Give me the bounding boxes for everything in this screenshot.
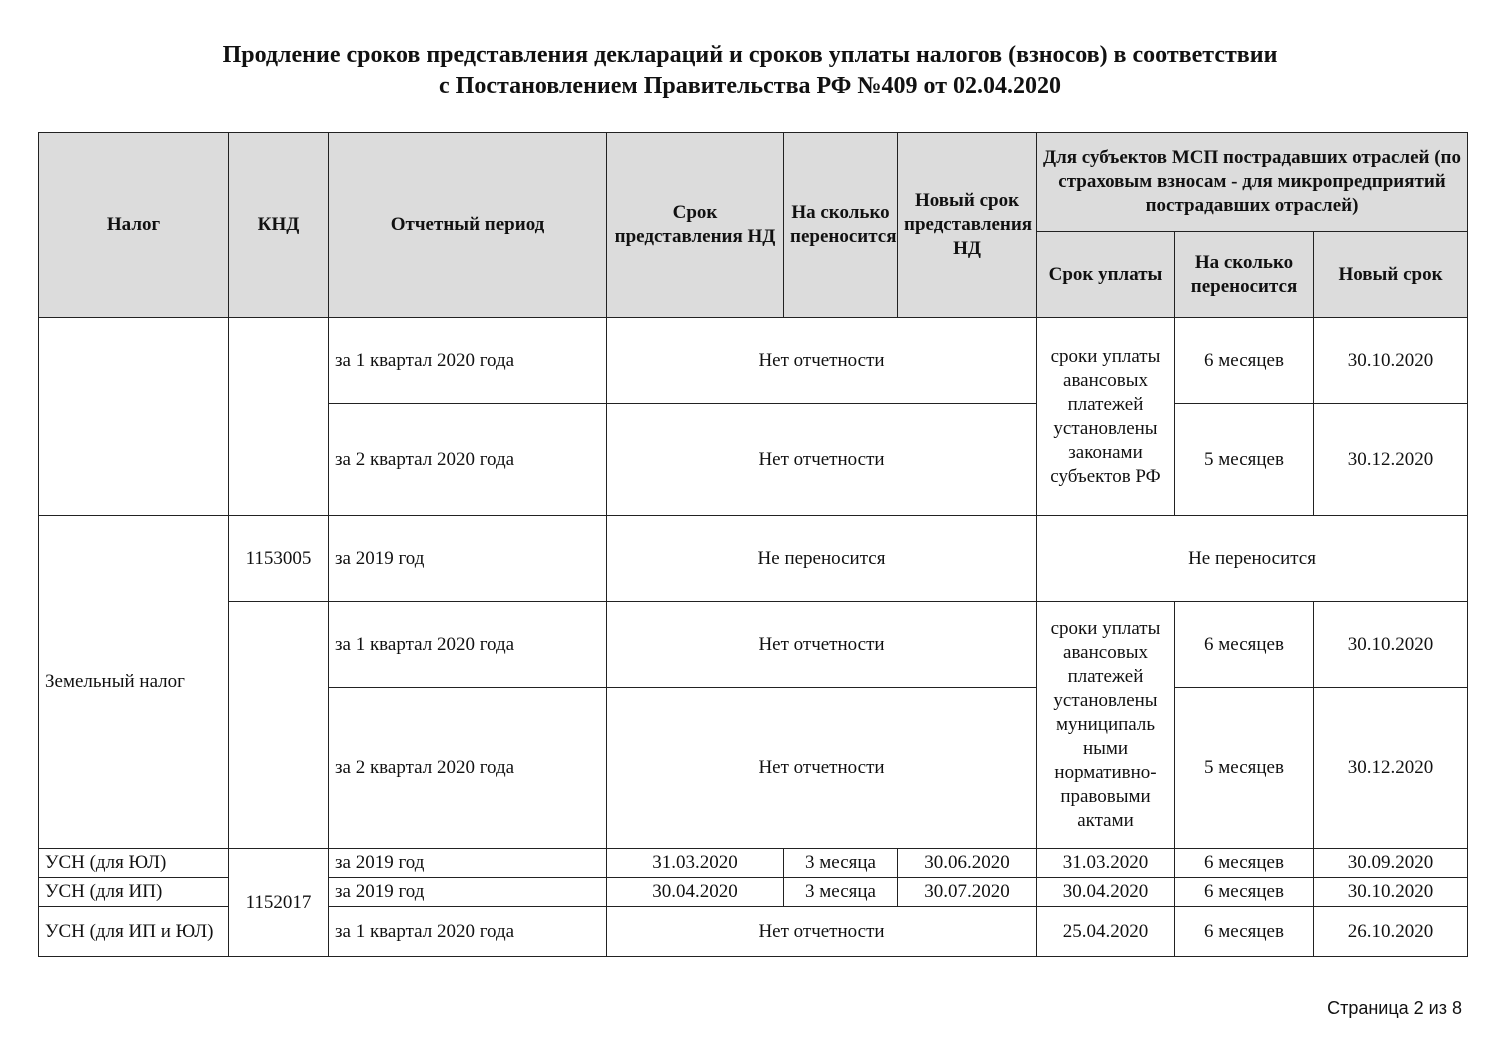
header-new-nd-deadline: Новый срок представления НД [898, 133, 1037, 318]
header-new-deadline: Новый срок [1314, 232, 1468, 318]
postpone-cell: 6 месяцев [1175, 907, 1314, 957]
pay-deadline-cell: 25.04.2020 [1037, 907, 1175, 957]
tax-deadlines-table [38, 132, 1468, 957]
postpone-by-cell: 3 месяца [784, 849, 898, 878]
new-deadline-cell: 30.10.2020 [1314, 318, 1468, 404]
knd-cell: 1153005 [229, 516, 329, 602]
postpone-cell: 6 месяцев [1175, 602, 1314, 688]
header-msp-group: Для субъектов МСП пострадавших отраслей (по страховым взносам - для микропредприятий пострадавших отраслей) [1037, 133, 1468, 232]
postpone-cell: 5 месяцев [1175, 688, 1314, 849]
postpone-cell: 6 месяцев [1175, 878, 1314, 907]
new-deadline-cell: 30.12.2020 [1314, 688, 1468, 849]
nd-cell: Нет отчетности [607, 318, 1037, 404]
nd-deadline-cell: 30.04.2020 [607, 878, 784, 907]
pay-note-cell: сроки уплаты авансовых платежей установлены муниципаль ными нормативно-правовыми актами [1037, 602, 1175, 849]
tax-cell: УСН (для ЮЛ) [39, 849, 229, 878]
new-deadline-cell: 30.09.2020 [1314, 849, 1468, 878]
new-deadline-cell: 30.10.2020 [1314, 602, 1468, 688]
tax-cell: УСН (для ИП) [39, 878, 229, 907]
tax-cell: Земельный налог [39, 516, 229, 849]
knd-cell-empty [229, 602, 329, 849]
nd-cell: Нет отчетности [607, 404, 1037, 516]
period-cell: за 1 квартал 2020 года [329, 907, 607, 957]
nd-cell: Не переносится [607, 516, 1037, 602]
header-tax: Налог [39, 133, 229, 318]
table-row [39, 602, 1468, 688]
period-cell: за 2019 год [329, 878, 607, 907]
new-nd-cell: 30.07.2020 [898, 878, 1037, 907]
header-pay-deadline: Срок уплаты [1037, 232, 1175, 318]
header-knd: КНД [229, 133, 329, 318]
new-deadline-cell: 30.12.2020 [1314, 404, 1468, 516]
period-cell: за 1 квартал 2020 года [329, 602, 607, 688]
knd-cell: 1152017 [229, 849, 329, 957]
header-postpone-by: На сколько переносится [784, 133, 898, 318]
pay-deadline-cell: 30.04.2020 [1037, 878, 1175, 907]
page-number: Страница 2 из 8 [1327, 998, 1462, 1018]
postpone-by-cell: 3 месяца [784, 878, 898, 907]
pay-deadline-cell: 31.03.2020 [1037, 849, 1175, 878]
table-row [39, 849, 1468, 878]
new-deadline-cell: 26.10.2020 [1314, 907, 1468, 957]
knd-cell-empty [229, 318, 329, 516]
postpone-cell: 5 месяцев [1175, 404, 1314, 516]
nd-cell: Нет отчетности [607, 688, 1037, 849]
postpone-cell: 6 месяцев [1175, 318, 1314, 404]
header-pay-postpone-by: На сколько переносится [1175, 232, 1314, 318]
msp-cell: Не переносится [1037, 516, 1468, 602]
tax-cell: УСН (для ИП и ЮЛ) [39, 907, 229, 957]
header-nd-deadline: Срок представления НД [607, 133, 784, 318]
tax-cell-empty [39, 318, 229, 516]
header-period: Отчетный период [329, 133, 607, 318]
postpone-cell: 6 месяцев [1175, 849, 1314, 878]
new-deadline-cell: 30.10.2020 [1314, 878, 1468, 907]
document-title [0, 40, 1500, 102]
title-line-2: с Постановлением Правительства РФ №409 от 02.04.2020 [439, 73, 1061, 99]
table-row [39, 516, 1468, 602]
nd-cell: Нет отчетности [607, 907, 1037, 957]
period-cell: за 2 квартал 2020 года [329, 404, 607, 516]
title-line-1: Продление сроков представления деклараций и сроков уплаты налогов (взносов) в соответствии [222, 42, 1278, 68]
period-cell: за 2019 год [329, 516, 607, 602]
new-nd-cell: 30.06.2020 [898, 849, 1037, 878]
nd-cell: Нет отчетности [607, 602, 1037, 688]
period-cell: за 2019 год [329, 849, 607, 878]
pay-note-cell: сроки уплаты авансовых платежей установлены законами субъектов РФ [1037, 318, 1175, 516]
nd-deadline-cell: 31.03.2020 [607, 849, 784, 878]
header-row-1 [39, 133, 1468, 232]
period-cell: за 1 квартал 2020 года [329, 318, 607, 404]
table-row [39, 318, 1468, 404]
period-cell: за 2 квартал 2020 года [329, 688, 607, 849]
